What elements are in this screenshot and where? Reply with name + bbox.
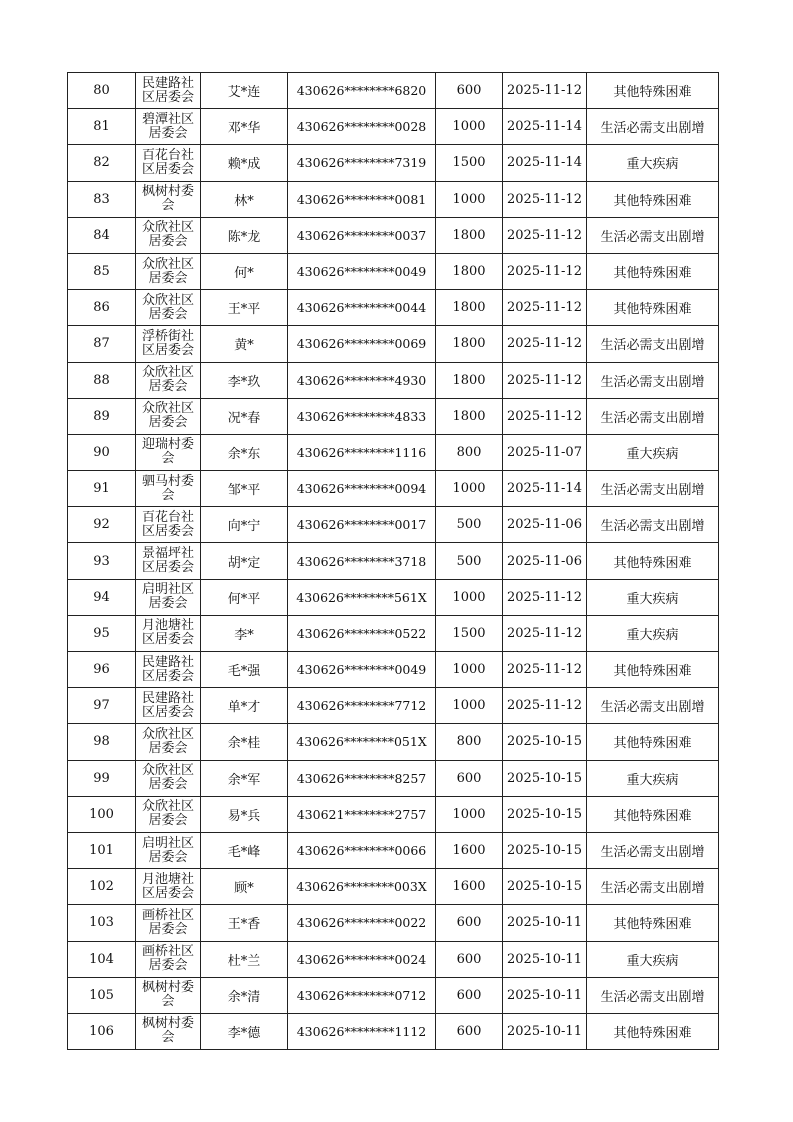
amount-cell: 600 [436, 760, 503, 796]
date-cell: 2025-11-12 [503, 688, 587, 724]
table-row [68, 362, 719, 398]
table-row [68, 326, 719, 362]
reason-cell: 重大疾病 [587, 434, 719, 470]
table-row [68, 941, 719, 977]
row-number-cell: 85 [68, 253, 136, 289]
reason-cell: 生活必需支出剧增 [587, 471, 719, 507]
date-cell: 2025-11-07 [503, 434, 587, 470]
id-number-cell: 430626********0022 [288, 905, 436, 941]
date-cell: 2025-11-12 [503, 290, 587, 326]
row-number-cell: 102 [68, 869, 136, 905]
community-cell: 众欣社区居委会 [136, 760, 201, 796]
date-cell: 2025-11-14 [503, 109, 587, 145]
table-row [68, 652, 719, 688]
community-cell: 月池塘社区居委会 [136, 869, 201, 905]
community-cell: 启明社区居委会 [136, 832, 201, 868]
name-cell: 邹*平 [201, 471, 288, 507]
amount-cell: 1500 [436, 615, 503, 651]
row-number-cell: 92 [68, 507, 136, 543]
name-cell: 艾*连 [201, 73, 288, 109]
community-cell: 迎瑞村委会 [136, 434, 201, 470]
id-number-cell: 430626********0028 [288, 109, 436, 145]
row-number-cell: 98 [68, 724, 136, 760]
table-row [68, 579, 719, 615]
amount-cell: 1000 [436, 688, 503, 724]
amount-cell: 500 [436, 507, 503, 543]
name-cell: 毛*峰 [201, 832, 288, 868]
date-cell: 2025-11-12 [503, 253, 587, 289]
table-row [68, 73, 719, 109]
reason-cell: 其他特殊困难 [587, 543, 719, 579]
date-cell: 2025-10-15 [503, 760, 587, 796]
table-row [68, 796, 719, 832]
date-cell: 2025-10-11 [503, 977, 587, 1013]
community-cell: 众欣社区居委会 [136, 362, 201, 398]
table-row [68, 760, 719, 796]
row-number-cell: 82 [68, 145, 136, 181]
id-number-cell: 430626********6820 [288, 73, 436, 109]
row-number-cell: 88 [68, 362, 136, 398]
date-cell: 2025-10-15 [503, 869, 587, 905]
community-cell: 碧潭社区居委会 [136, 109, 201, 145]
name-cell: 林* [201, 181, 288, 217]
date-cell: 2025-11-14 [503, 471, 587, 507]
date-cell: 2025-11-12 [503, 579, 587, 615]
amount-cell: 600 [436, 905, 503, 941]
amount-cell: 600 [436, 941, 503, 977]
row-number-cell: 99 [68, 760, 136, 796]
reason-cell: 重大疾病 [587, 615, 719, 651]
id-number-cell: 430626********0081 [288, 181, 436, 217]
reason-cell: 其他特殊困难 [587, 796, 719, 832]
table-row [68, 832, 719, 868]
reason-cell: 其他特殊困难 [587, 253, 719, 289]
table-row [68, 398, 719, 434]
date-cell: 2025-11-12 [503, 615, 587, 651]
table-row [68, 181, 719, 217]
row-number-cell: 100 [68, 796, 136, 832]
community-cell: 民建路社区居委会 [136, 688, 201, 724]
reason-cell: 其他特殊困难 [587, 290, 719, 326]
id-number-cell: 430626********4833 [288, 398, 436, 434]
community-cell: 月池塘社区居委会 [136, 615, 201, 651]
row-number-cell: 101 [68, 832, 136, 868]
date-cell: 2025-11-12 [503, 326, 587, 362]
community-cell: 驷马村委会 [136, 471, 201, 507]
amount-cell: 1600 [436, 869, 503, 905]
community-cell: 民建路社区居委会 [136, 73, 201, 109]
row-number-cell: 91 [68, 471, 136, 507]
reason-cell: 生活必需支出剧增 [587, 326, 719, 362]
id-number-cell: 430626********3718 [288, 543, 436, 579]
amount-cell: 600 [436, 1013, 503, 1049]
amount-cell: 800 [436, 724, 503, 760]
date-cell: 2025-11-12 [503, 398, 587, 434]
reason-cell: 其他特殊困难 [587, 905, 719, 941]
reason-cell: 生活必需支出剧增 [587, 362, 719, 398]
reason-cell: 重大疾病 [587, 579, 719, 615]
table-row [68, 543, 719, 579]
date-cell: 2025-10-11 [503, 1013, 587, 1049]
id-number-cell: 430626********0522 [288, 615, 436, 651]
name-cell: 何*平 [201, 579, 288, 615]
name-cell: 余*桂 [201, 724, 288, 760]
community-cell: 枫树村委会 [136, 977, 201, 1013]
row-number-cell: 106 [68, 1013, 136, 1049]
row-number-cell: 97 [68, 688, 136, 724]
reason-cell: 其他特殊困难 [587, 181, 719, 217]
community-cell: 画桥社区居委会 [136, 905, 201, 941]
row-number-cell: 80 [68, 73, 136, 109]
row-number-cell: 94 [68, 579, 136, 615]
date-cell: 2025-10-15 [503, 724, 587, 760]
row-number-cell: 81 [68, 109, 136, 145]
id-number-cell: 430626********0069 [288, 326, 436, 362]
row-number-cell: 83 [68, 181, 136, 217]
reason-cell: 生活必需支出剧增 [587, 507, 719, 543]
row-number-cell: 84 [68, 217, 136, 253]
id-number-cell: 430626********0066 [288, 832, 436, 868]
table-row [68, 217, 719, 253]
reason-cell: 重大疾病 [587, 941, 719, 977]
name-cell: 李*德 [201, 1013, 288, 1049]
row-number-cell: 93 [68, 543, 136, 579]
community-cell: 浮桥街社区居委会 [136, 326, 201, 362]
name-cell: 王*香 [201, 905, 288, 941]
row-number-cell: 89 [68, 398, 136, 434]
id-number-cell: 430626********051X [288, 724, 436, 760]
name-cell: 向*宁 [201, 507, 288, 543]
amount-cell: 1000 [436, 796, 503, 832]
amount-cell: 1800 [436, 290, 503, 326]
reason-cell: 其他特殊困难 [587, 73, 719, 109]
amount-cell: 1800 [436, 253, 503, 289]
reason-cell: 生活必需支出剧增 [587, 217, 719, 253]
reason-cell: 其他特殊困难 [587, 1013, 719, 1049]
name-cell: 邓*华 [201, 109, 288, 145]
community-cell: 画桥社区居委会 [136, 941, 201, 977]
id-number-cell: 430626********1116 [288, 434, 436, 470]
id-number-cell: 430626********0017 [288, 507, 436, 543]
community-cell: 百花台社区居委会 [136, 507, 201, 543]
table-row [68, 434, 719, 470]
name-cell: 黄* [201, 326, 288, 362]
table-row [68, 109, 719, 145]
name-cell: 赖*成 [201, 145, 288, 181]
date-cell: 2025-11-12 [503, 217, 587, 253]
row-number-cell: 87 [68, 326, 136, 362]
reason-cell: 其他特殊困难 [587, 652, 719, 688]
community-cell: 众欣社区居委会 [136, 398, 201, 434]
name-cell: 况*春 [201, 398, 288, 434]
name-cell: 陈*龙 [201, 217, 288, 253]
relief-records-table [67, 72, 719, 1050]
id-number-cell: 430626********561X [288, 579, 436, 615]
reason-cell: 生活必需支出剧增 [587, 398, 719, 434]
id-number-cell: 430626********0049 [288, 253, 436, 289]
community-cell: 枫树村委会 [136, 1013, 201, 1049]
reason-cell: 重大疾病 [587, 145, 719, 181]
amount-cell: 1600 [436, 832, 503, 868]
id-number-cell: 430626********7319 [288, 145, 436, 181]
date-cell: 2025-10-15 [503, 832, 587, 868]
id-number-cell: 430626********0024 [288, 941, 436, 977]
reason-cell: 重大疾病 [587, 760, 719, 796]
id-number-cell: 430626********0049 [288, 652, 436, 688]
community-cell: 枫树村委会 [136, 181, 201, 217]
date-cell: 2025-11-06 [503, 543, 587, 579]
table-row [68, 145, 719, 181]
id-number-cell: 430626********7712 [288, 688, 436, 724]
id-number-cell: 430626********8257 [288, 760, 436, 796]
table-row [68, 869, 719, 905]
amount-cell: 1500 [436, 145, 503, 181]
id-number-cell: 430626********0094 [288, 471, 436, 507]
id-number-cell: 430626********0044 [288, 290, 436, 326]
table-row [68, 724, 719, 760]
community-cell: 众欣社区居委会 [136, 724, 201, 760]
table-row [68, 905, 719, 941]
community-cell: 众欣社区居委会 [136, 796, 201, 832]
name-cell: 余*东 [201, 434, 288, 470]
date-cell: 2025-10-11 [503, 905, 587, 941]
amount-cell: 1000 [436, 109, 503, 145]
amount-cell: 1800 [436, 326, 503, 362]
amount-cell: 1800 [436, 217, 503, 253]
amount-cell: 1000 [436, 471, 503, 507]
community-cell: 百花台社区居委会 [136, 145, 201, 181]
row-number-cell: 105 [68, 977, 136, 1013]
community-cell: 众欣社区居委会 [136, 290, 201, 326]
date-cell: 2025-11-12 [503, 652, 587, 688]
date-cell: 2025-10-11 [503, 941, 587, 977]
name-cell: 王*平 [201, 290, 288, 326]
row-number-cell: 103 [68, 905, 136, 941]
amount-cell: 500 [436, 543, 503, 579]
community-cell: 启明社区居委会 [136, 579, 201, 615]
table-row [68, 253, 719, 289]
reason-cell: 生活必需支出剧增 [587, 832, 719, 868]
name-cell: 易*兵 [201, 796, 288, 832]
amount-cell: 1800 [436, 398, 503, 434]
date-cell: 2025-10-15 [503, 796, 587, 832]
name-cell: 何* [201, 253, 288, 289]
name-cell: 毛*强 [201, 652, 288, 688]
table-row [68, 290, 719, 326]
name-cell: 李* [201, 615, 288, 651]
amount-cell: 1000 [436, 652, 503, 688]
community-cell: 民建路社区居委会 [136, 652, 201, 688]
table-row [68, 688, 719, 724]
name-cell: 顾* [201, 869, 288, 905]
date-cell: 2025-11-12 [503, 362, 587, 398]
amount-cell: 600 [436, 73, 503, 109]
amount-cell: 800 [436, 434, 503, 470]
id-number-cell: 430626********003X [288, 869, 436, 905]
id-number-cell: 430626********0037 [288, 217, 436, 253]
id-number-cell: 430621********2757 [288, 796, 436, 832]
table-row [68, 615, 719, 651]
reason-cell: 生活必需支出剧增 [587, 109, 719, 145]
community-cell: 众欣社区居委会 [136, 253, 201, 289]
table-row [68, 1013, 719, 1049]
row-number-cell: 95 [68, 615, 136, 651]
row-number-cell: 86 [68, 290, 136, 326]
name-cell: 余*清 [201, 977, 288, 1013]
name-cell: 单*才 [201, 688, 288, 724]
amount-cell: 1800 [436, 362, 503, 398]
date-cell: 2025-11-12 [503, 181, 587, 217]
community-cell: 众欣社区居委会 [136, 217, 201, 253]
name-cell: 杜*兰 [201, 941, 288, 977]
reason-cell: 生活必需支出剧增 [587, 977, 719, 1013]
reason-cell: 生活必需支出剧增 [587, 869, 719, 905]
reason-cell: 其他特殊困难 [587, 724, 719, 760]
date-cell: 2025-11-12 [503, 73, 587, 109]
id-number-cell: 430626********1112 [288, 1013, 436, 1049]
name-cell: 胡*定 [201, 543, 288, 579]
row-number-cell: 90 [68, 434, 136, 470]
date-cell: 2025-11-06 [503, 507, 587, 543]
amount-cell: 1000 [436, 579, 503, 615]
amount-cell: 600 [436, 977, 503, 1013]
reason-cell: 生活必需支出剧增 [587, 688, 719, 724]
community-cell: 景福坪社区居委会 [136, 543, 201, 579]
row-number-cell: 104 [68, 941, 136, 977]
row-number-cell: 96 [68, 652, 136, 688]
id-number-cell: 430626********4930 [288, 362, 436, 398]
table-row [68, 507, 719, 543]
date-cell: 2025-11-14 [503, 145, 587, 181]
amount-cell: 1000 [436, 181, 503, 217]
name-cell: 李*玖 [201, 362, 288, 398]
name-cell: 余*军 [201, 760, 288, 796]
table-row [68, 471, 719, 507]
id-number-cell: 430626********0712 [288, 977, 436, 1013]
table-row [68, 977, 719, 1013]
